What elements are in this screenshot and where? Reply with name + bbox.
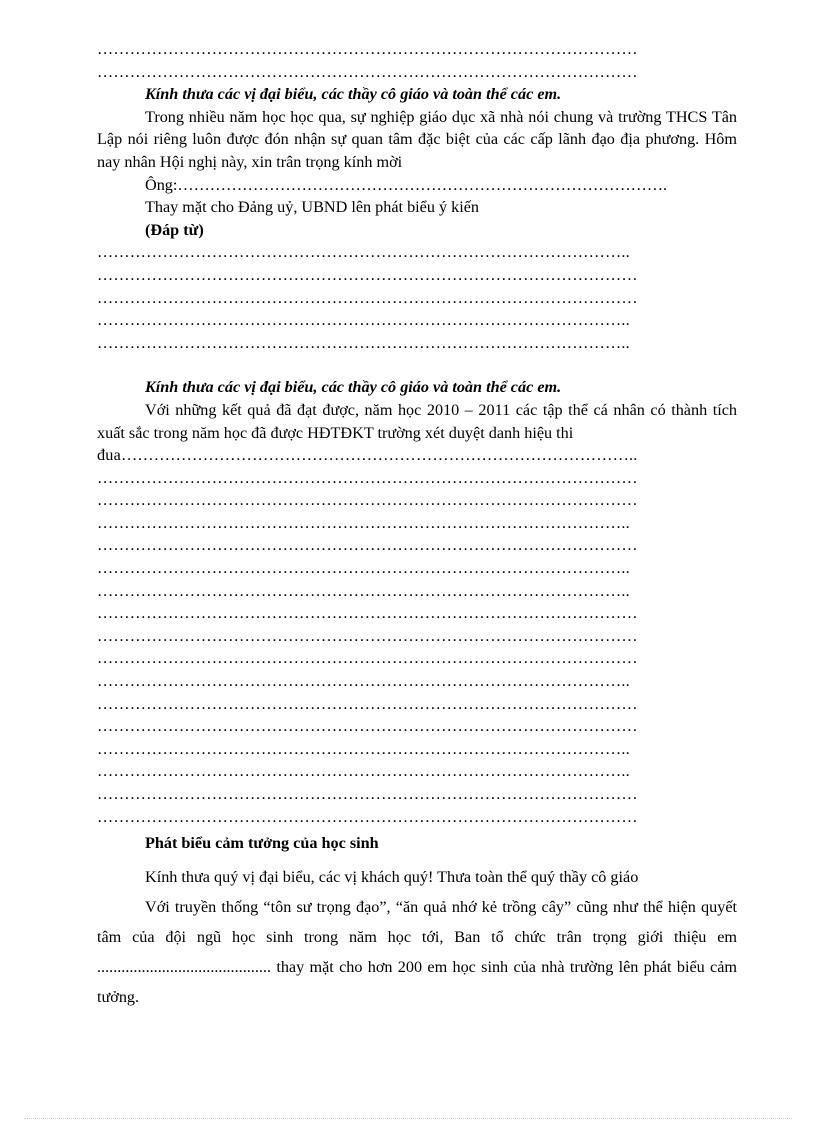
dotted-line: ………………………………………………………………………………………: [97, 807, 638, 826]
dotted-line: ………………………………………………………………………………………: [97, 649, 638, 668]
section2-heading: Kính thưa các vị đại biểu, các thầy cô giáo và toàn thể các em.: [145, 378, 562, 397]
section3-paragraph: Với truyền thống “tôn sư trọng đạo”, “ăn quả nhớ kẻ trồng cây” cũng như thể hiện quyết tâm của đội ngũ học sinh trong năm học tới, Ban tổ chức trân trọng giới thiệu em ........................................... thay mặt cho hơn 200 em học sinh của nhà trường lên phát biểu cảm tưởng.: [97, 898, 737, 1007]
section1-heading: Kính thưa các vị đại biểu, các thầy cô giáo và toàn thể các em.: [145, 85, 562, 104]
spacer: [97, 354, 737, 376]
dotted-line: ………………………………………………………………………………………: [97, 785, 638, 803]
dotted-line: ……………………………………………………………………………………..: [97, 672, 630, 691]
dotted-line: ……………………………………………………………………………………..: [97, 311, 630, 330]
dotted-line: ………………………………………………………………………………………: [97, 265, 638, 284]
dotted-line: ………………………………………………………………………………………: [97, 491, 638, 510]
dotted-line: ………………………………………………………………………………………: [97, 694, 638, 713]
reply-label: (Đáp từ): [145, 220, 204, 239]
dotted-line: ………………………………………………………………………………………: [97, 288, 638, 307]
dotted-line: ………………………………………………………………………………………: [97, 468, 638, 487]
section3: [97, 828, 737, 1012]
dotted-line: ………………………………………………………………………………………: [97, 626, 638, 645]
dotted-line: ………………………………………………………………………………………: [97, 604, 638, 623]
dotted-line: ……………………………………………………………………………………..: [97, 739, 630, 758]
invitee-line: Ông:……………………………………………………………………………….: [145, 175, 668, 194]
section2-paragraph-tail: đua…………………………………………………………………………………..: [97, 446, 638, 465]
section2-paragraph: [97, 399, 737, 444]
dotted-line: ……………………………………………………………………………………..: [97, 333, 630, 352]
dotted-line: ……………………………………………………………………………………..: [97, 513, 630, 532]
dotted-line: ………………………………………………………………………………………: [97, 717, 638, 736]
represent-line: Thay mặt cho Đảng uỷ, UBND lên phát biểu ý kiến: [145, 198, 480, 217]
section1-paragraph: Trong nhiều năm học học qua, sự nghiệp giáo dục xã nhà nói chung và trường THCS Tân Lập nói riêng luôn được đón nhận sự quan tâm đặc biệt của các cấp lãnh đạo địa phương. Hôm nay nhân Hội nghị này, xin trân trọng kính mời: [97, 107, 737, 171]
section2-paragraph-lead: Với những kết quả đã đạt được, năm học 2010 – 2011 các tập thể cá nhân có thành tích xuất sắc trong năm học đã được HĐTĐKT trường xét duyệt danh hiệu thi: [97, 400, 737, 442]
dotted-line: ……………………………………………………………………………………..: [97, 581, 630, 600]
section3-heading: Phát biểu cảm tưởng của học sinh: [145, 834, 379, 853]
greeting-line: Kính thưa quý vị đại biểu, các vị khách quý! Thưa toàn thể quý thầy cô giáo: [145, 868, 639, 887]
dotted-line: ……………………………………………………………………………………..: [97, 559, 630, 578]
dotted-line: ………………………………………………………………………………………: [97, 536, 638, 555]
page-bottom-border: [24, 1118, 792, 1119]
dotted-line: ……………………………………………………………………………………..: [97, 762, 630, 781]
dotted-line: ………………………………………………………………………………………: [97, 40, 638, 58]
dotted-line: ………………………………………………………………………………………: [97, 62, 638, 81]
dotted-line: ……………………………………………………………………………………..: [97, 243, 630, 262]
document-page: [97, 38, 737, 1012]
